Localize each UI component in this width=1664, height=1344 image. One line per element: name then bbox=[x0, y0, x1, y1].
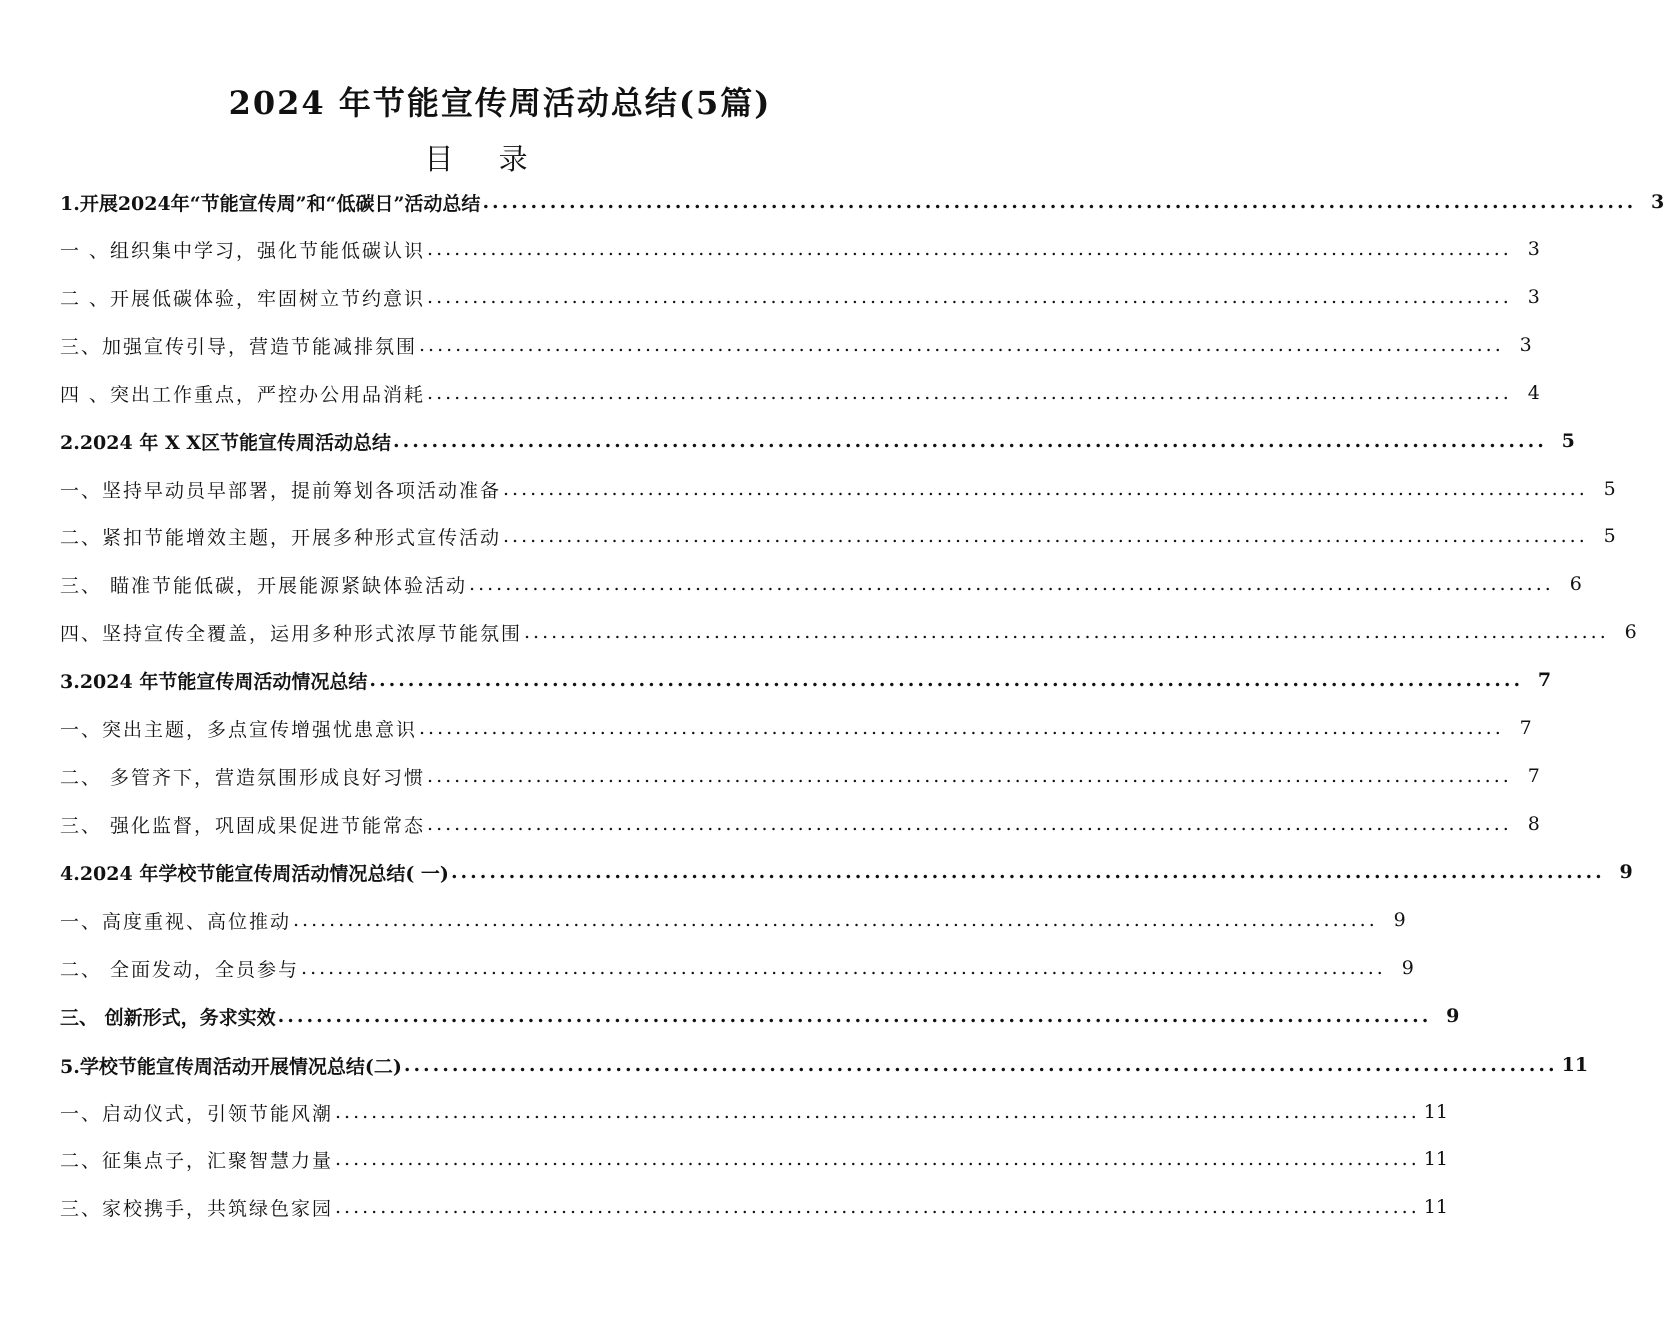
toc-entry-label: 三、 创新形式，务求实效 bbox=[60, 1006, 276, 1029]
toc-entry[interactable] bbox=[60, 562, 1582, 606]
toc-entry-page-number: 11 bbox=[1423, 1101, 1448, 1123]
toc-entry-page-number: 5 bbox=[1603, 478, 1616, 500]
toc-entry[interactable] bbox=[60, 1090, 1448, 1134]
toc-entry-label: 一、高度重视、高位推动 bbox=[60, 910, 292, 933]
toc-entry[interactable] bbox=[60, 994, 1460, 1038]
toc-dot-leader: ........................................................................................................................ bbox=[277, 1005, 1432, 1027]
toc-dot-leader: ........................................................................................................................ bbox=[450, 861, 1605, 883]
toc-entry-page-number: 8 bbox=[1527, 813, 1540, 835]
toc-entry-page-number: 3 bbox=[1519, 334, 1532, 356]
toc-entry-page-number: 7 bbox=[1537, 669, 1552, 691]
toc-entry-page-number: 11 bbox=[1423, 1196, 1448, 1218]
toc-dot-leader: ........................................................................................................................ bbox=[335, 1196, 1420, 1218]
toc-entry-page-number: 9 bbox=[1619, 861, 1633, 883]
toc-entry[interactable] bbox=[60, 419, 1575, 463]
toc-dot-leader: ........................................................................................................................ bbox=[427, 765, 1512, 787]
toc-entry-page-number: 9 bbox=[1446, 1005, 1460, 1027]
toc-entry[interactable] bbox=[60, 1137, 1448, 1181]
toc-heading: 目 录 bbox=[424, 142, 546, 176]
toc-dot-leader: ........................................................................................................................ bbox=[503, 478, 1588, 500]
toc-entry-page-number: 11 bbox=[1561, 1054, 1589, 1076]
toc-entry-label: 一、突出主题，多点宣传增强忧患意识 bbox=[60, 718, 418, 741]
document-title: 2024 年节能宣传周活动总结(5篇) bbox=[228, 84, 772, 122]
toc-entry-label: 二 、开展低碳体验，牢固树立节约意识 bbox=[60, 287, 426, 310]
toc-entry[interactable] bbox=[60, 850, 1633, 894]
toc-entry-label: 3.2024 年节能宣传周活动情况总结 bbox=[60, 670, 368, 693]
toc-entry[interactable] bbox=[60, 802, 1540, 846]
toc-dot-leader: ........................................................................................................................ bbox=[427, 382, 1512, 404]
toc-dot-leader: ........................................................................................................................ bbox=[293, 909, 1378, 931]
toc-dot-leader: ........................................................................................................................ bbox=[427, 286, 1512, 308]
toc-entry-label: 三、加强宣传引导，营造节能减排氛围 bbox=[60, 335, 418, 358]
toc-dot-leader: ........................................................................................................................ bbox=[335, 1101, 1420, 1123]
toc-dot-leader: ........................................................................................................................ bbox=[419, 334, 1504, 356]
toc-entry-page-number: 3 bbox=[1527, 286, 1540, 308]
toc-dot-leader: ........................................................................................................................ bbox=[427, 238, 1512, 260]
toc-entry[interactable] bbox=[60, 275, 1540, 319]
toc-entry-page-number: 7 bbox=[1519, 717, 1532, 739]
toc-entry[interactable] bbox=[60, 371, 1540, 415]
toc-entry-page-number: 3 bbox=[1650, 191, 1664, 213]
toc-entry[interactable] bbox=[60, 946, 1414, 990]
toc-dot-leader: ........................................................................................................................ bbox=[503, 525, 1588, 547]
toc-entry-label: 5.学校节能宣传周活动开展情况总结(二) bbox=[60, 1055, 402, 1078]
toc-entry-label: 一、启动仪式，引领节能风潮 bbox=[60, 1102, 334, 1125]
toc-dot-leader: ........................................................................................................................ bbox=[335, 1148, 1420, 1170]
toc-dot-leader: ........................................................................................................................ bbox=[524, 621, 1609, 643]
toc-dot-leader: ........................................................................................................................ bbox=[482, 191, 1637, 213]
toc-dot-leader: ........................................................................................................................ bbox=[403, 1054, 1558, 1076]
toc-entry[interactable] bbox=[60, 227, 1540, 271]
toc-entry[interactable] bbox=[60, 610, 1637, 654]
toc-entry[interactable] bbox=[60, 1043, 1589, 1087]
toc-dot-leader: ........................................................................................................................ bbox=[301, 957, 1386, 979]
toc-dot-leader: ........................................................................................................................ bbox=[427, 813, 1512, 835]
toc-entry-page-number: 3 bbox=[1527, 238, 1540, 260]
toc-entry-label: 四、坚持宣传全覆盖，运用多种形式浓厚节能氛围 bbox=[60, 622, 523, 645]
toc-entry[interactable] bbox=[60, 754, 1540, 798]
toc-entry[interactable] bbox=[60, 514, 1616, 558]
toc-dot-leader: ........................................................................................................................ bbox=[469, 573, 1554, 595]
toc-entry-label: 二、 全面发动，全员参与 bbox=[60, 958, 300, 981]
toc-dot-leader: ........................................................................................................................ bbox=[419, 717, 1504, 739]
toc-entry-page-number: 6 bbox=[1624, 621, 1637, 643]
toc-entry-label: 三、家校携手，共筑绿色家园 bbox=[60, 1197, 334, 1220]
toc-entry-label: 二、 多管齐下，营造氛围形成良好习惯 bbox=[60, 766, 426, 789]
toc-entry-label: 二、征集点子，汇聚智慧力量 bbox=[60, 1149, 334, 1172]
toc-entry-label: 4.2024 年学校节能宣传周活动情况总结( 一) bbox=[60, 862, 449, 885]
toc-entry[interactable] bbox=[60, 467, 1616, 511]
toc-entry[interactable] bbox=[60, 658, 1552, 702]
toc-entry[interactable] bbox=[60, 898, 1406, 942]
toc-entry-page-number: 11 bbox=[1423, 1148, 1448, 1170]
toc-entry-page-number: 9 bbox=[1393, 909, 1406, 931]
toc-entry-label: 一、坚持早动员早部署，提前筹划各项活动准备 bbox=[60, 479, 502, 502]
toc-entry-label: 三、 强化监督，巩固成果促进节能常态 bbox=[60, 814, 426, 837]
toc-entry-label: 1.开展2024年“节能宣传周”和“低碳日”活动总结 bbox=[60, 192, 481, 215]
toc-entry[interactable] bbox=[60, 1185, 1448, 1229]
toc-entry-page-number: 4 bbox=[1527, 382, 1540, 404]
toc-entry[interactable] bbox=[60, 180, 1664, 224]
toc-dot-leader: ........................................................................................................................ bbox=[393, 430, 1547, 452]
toc-entry-label: 2.2024 年 X X区节能宣传周活动总结 bbox=[60, 431, 392, 454]
toc-entry-page-number: 9 bbox=[1401, 957, 1414, 979]
toc-entry[interactable] bbox=[60, 706, 1532, 750]
toc-entry-page-number: 5 bbox=[1603, 525, 1616, 547]
toc-dot-leader: ........................................................................................................................ bbox=[369, 669, 1524, 691]
toc-entry-label: 一 、组织集中学习，强化节能低碳认识 bbox=[60, 239, 426, 262]
toc-entry-label: 二、紧扣节能增效主题，开展多种形式宣传活动 bbox=[60, 526, 502, 549]
toc-entry-label: 四 、突出工作重点，严控办公用品消耗 bbox=[60, 383, 426, 406]
toc-entry-page-number: 7 bbox=[1527, 765, 1540, 787]
toc-entry-page-number: 6 bbox=[1569, 573, 1582, 595]
toc-entry-page-number: 5 bbox=[1561, 430, 1575, 452]
toc-entry-label: 三、 瞄准节能低碳，开展能源紧缺体验活动 bbox=[60, 574, 468, 597]
toc-entry[interactable] bbox=[60, 323, 1532, 367]
